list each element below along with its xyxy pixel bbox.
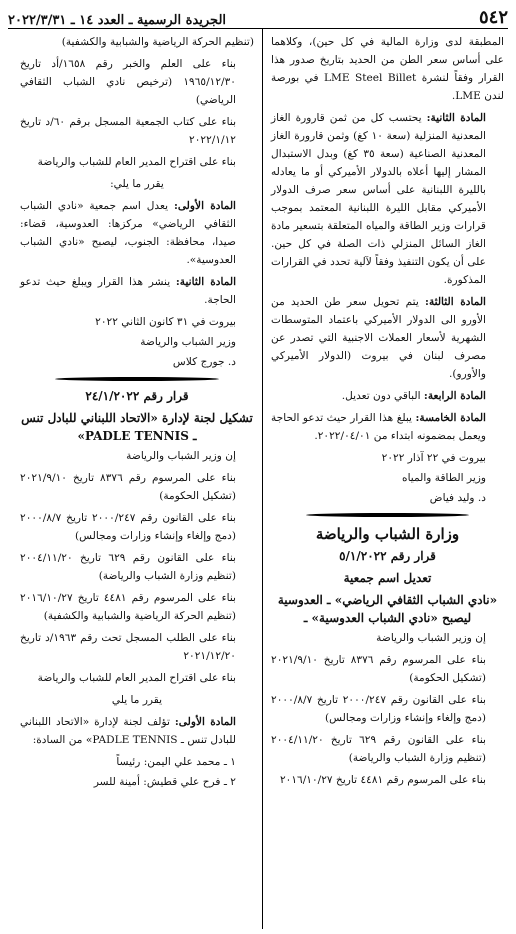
signature-date: بيروت في ٢٢ آذار ٢٠٢٢ [381,452,486,464]
journal-title: الجريدة الرسمية ـ العدد ١٤ ـ ٢٠٢٢/٣/٣١ [8,13,227,28]
article-5 [271,409,504,445]
citation: بناء على كتاب الجمعية المسجل برقم ٦٠/د تاريخ ٢٠٢٢/١/١٢ [20,116,237,146]
article-label: المادة الرابعة: [423,390,486,402]
decides-line: يقرر ما يلي [111,694,163,706]
page-header [8,4,508,29]
citation: بناء على المرسوم رقم ٨٣٧٦ تاريخ ٢٠٢١/٩/١٠ (تشكيل الحكومة) [20,472,236,502]
citation: بناء على اقتراح المدير العام للشباب والرياضة [37,672,236,684]
article-label: المادة الخامسة: [415,412,487,424]
member-line: ٢ ـ فرح علي قطيش: أمينة للسر [93,776,236,788]
separator-rule [55,377,219,381]
article-label: المادة الثانية: [175,276,237,288]
article-3 [271,293,504,383]
citation: بناء على المرسوم رقم ٤٤٨١ تاريخ ٢٠١٦/١٠/٢٧ (تنظيم الحركة الرياضية والشبابية والكشفية) [20,592,236,622]
signature-minister: وزير الطاقة والمياه [402,472,486,484]
ministry-heading: وزارة الشباب والرياضة [315,525,460,543]
citation: (تنظيم الحركة الرياضية والشبابية والكشفية) [61,36,254,48]
article-text: يعدل اسم جمعية «نادي الشباب الثقافي الرياضي» مركزها: العدوسية، قضاء: صيدا، محافظة: الجنوب، ليصبح «نادي الشباب العدوسية». [20,200,236,266]
page-number: ٥٤٢ [478,7,508,28]
article-label: المادة الأولى: [174,716,236,728]
article-text: يتم تحويل سعر طن الحديد من الأورو الى الدولار الأميركي باعتماد المتوسطات الشهرية لأسعار العملات الاجنبية التي تصدر عن مصرف لبنان في بيروت (الدولار الأميركي والأورو). [271,296,486,380]
article-2 [271,109,504,289]
article-label: المادة الأولى: [173,200,236,212]
article-1 [20,713,254,749]
article-text: تؤلف لجنة لإدارة «الاتحاد اللبناني للبادل تنس ـ PADLE TENNIS» من السادة: [20,716,236,746]
signature-minister: وزير الشباب والرياضة [140,336,236,348]
decision-number: قرار رقم ٢٤/١/٢٠٢٢ [85,389,189,403]
citation: بناء على القانون رقم ٢٠٠٠/٢٤٧ تاريخ ٢٠٠٠/٨/٧ (دمج وإلغاء وإنشاء وزارات ومجالس) [271,694,486,724]
citation: بناء على العلم والخبر رقم ١٦٥٨/أد تاريخ ١٩٦٥/١٢/٣٠ (ترخيص نادي الشباب الثقافي الرياضي) [20,58,236,106]
decides-line: يقرر ما يلي: [110,178,164,190]
left-column [16,29,262,929]
article-label: المادة الثانية: [426,112,486,124]
article-label: المادة الثالثة: [425,296,486,308]
citation: بناء على الطلب المسجل تحت رقم ١٩٦٣/د تاريخ ٢٠٢١/١٢/٢٠ [20,632,236,662]
article-1 [20,197,254,269]
signature-date: بيروت في ٣١ كانون الثاني ٢٠٢٢ [95,316,236,328]
article-text: يحتسب كل من ثمن قارورة الغاز المعدنية المنزلية (سعة ١٠ كغ) وثمن قارورة الغاز المعدنية الصناعية (سعة ٣٥ كغ) وبدل الاستبدال المشار إليها أعلاه بالدولار الأميركي أو ما يعادله بالليرة اللبنانية على أساس سعر صرف الدولار الأميركي مقابل الليرة اللبنانية المعتمد بموجب قرارات وزير الطاقة والمياه المتعلقة بتسعير مادة الغاز السائل المنزلي ذات الصلة في كل حين. على أن يكون التنفيذ وفقاً لآلية تحدد في القرارات المذكورة. [271,112,486,286]
decision-subject: تشكيل لجنة لإدارة «الاتحاد اللبناني للبادل تنس ـ PADLE TENNIS» [21,411,253,443]
decision-subject-title: «نادي الشباب الثقافي الرياضي» ـ العدوسية ليصبح «نادي الشباب العدوسية» ـ [277,593,498,625]
intro-line: إن وزير الشباب والرياضة [126,450,236,462]
citation: بناء على القانون رقم ٢٠٠٠/٢٤٧ تاريخ ٢٠٠٠/٨/٧ (دمج وإلغاء وإنشاء وزارات ومجالس) [20,512,236,542]
paragraph: المطبقة لدى وزارة المالية في كل حين)، وكلاهما على أساس سعر الطن من الحديد بتاريخ صدور هذا القرار وفقاً لنشرة LME Steel Billet في بورصة لندن LME. [271,36,504,102]
citation: بناء على القانون رقم ٦٢٩ تاريخ ٢٠٠٤/١١/٢٠ (تنظيم وزارة الشباب والرياضة) [271,734,486,764]
article-text: الباقي دون تعديل. [341,390,421,402]
article-2 [20,273,254,309]
article-4 [271,387,504,405]
citation: بناء على المرسوم رقم ٨٣٧٦ تاريخ ٢٠٢١/٩/١٠ (تشكيل الحكومة) [271,654,486,684]
signature-name: د. جورج كلاس [172,356,236,368]
right-column [262,29,508,929]
decision-number: قرار رقم ٥/١/٢٠٢٢ [339,549,436,563]
decision-subject: تعديل اسم جمعية [343,571,432,585]
citation: بناء على القانون رقم ٦٢٩ تاريخ ٢٠٠٤/١١/٢٠ (تنظيم وزارة الشباب والرياضة) [20,552,236,582]
columns [8,29,508,929]
citation: بناء على اقتراح المدير العام للشباب والرياضة [37,156,236,168]
citation: بناء على المرسوم رقم ٤٤٨١ تاريخ ٢٠١٦/١٠/٢٧ [279,774,486,786]
intro-line: إن وزير الشباب والرياضة [376,632,486,644]
signature-name: د. وليد فياض [429,492,486,504]
article-text: يبلغ هذا القرار حيث تدعو الحاجة ويعمل بمضمونه ابتداء من ٢٠٢٢/٠٤/٠١. [271,412,486,442]
article-text: ينشر هذا القرار ويبلغ حيث تدعو الحاجة. [20,276,236,306]
member-line: ١ ـ محمد علي اليمن: رئيساً [116,756,236,768]
separator-rule [306,513,469,517]
